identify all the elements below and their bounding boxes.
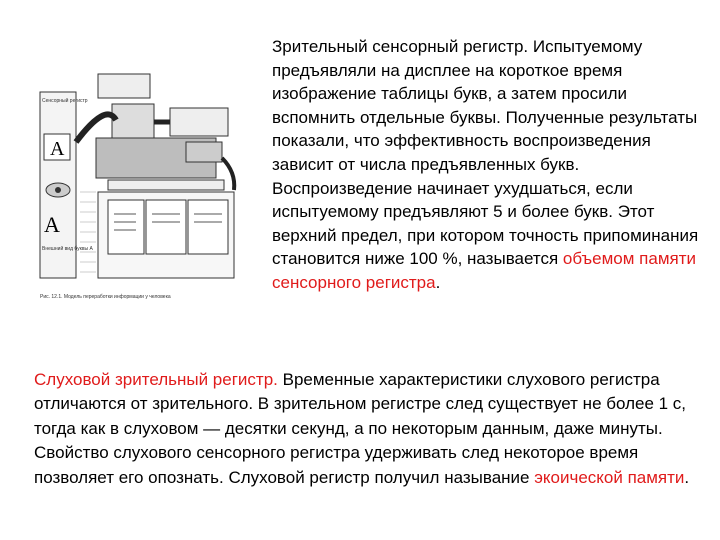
word-box	[146, 200, 186, 254]
external-signal-label: Внешний вид буквы A	[42, 246, 93, 252]
sensory-register-label: Сенсорный регистр	[42, 98, 88, 104]
alphabet-box	[108, 200, 144, 254]
memory-model-figure	[36, 72, 244, 304]
visual-register-paragraph	[272, 35, 712, 295]
visual-register-title: Зрительный сенсорный регистр.	[272, 37, 529, 56]
forgetting-box	[186, 142, 222, 162]
rehearsal-box	[170, 108, 228, 136]
figure-diagram	[36, 72, 244, 304]
long-term-label-box	[108, 180, 224, 190]
letter-top: A	[50, 138, 65, 160]
letter-bottom: A	[44, 212, 60, 237]
auditory-register-end: .	[684, 467, 690, 487]
figure-caption: Рис. 12.1. Модель переработки информации у человека	[40, 294, 171, 300]
auditory-register-highlight: экоической памяти	[534, 467, 685, 487]
input-box	[112, 104, 154, 138]
visual-register-highlight: объемом памяти сенсорного регистра	[272, 249, 697, 292]
sound-box	[188, 200, 228, 254]
auditory-register-title: Слуховой зрительный регистр.	[34, 370, 278, 389]
visual-register-body: Испытуемому предъявляли на дисплее на короткое время изображение таблицы букв, а затем просили вспомнить отдельные буквы. Полученные результаты показали, что эффективность воспроизведения зависит от числа предъявленных букв. Воспроизведение начинает ухудшаться, если испытуемому предъявляют 5 и более букв. Этот верхний предел, при котором точность припоминания становится ниже 100 %, называется	[272, 37, 699, 269]
auditory-register-body: Временные характеристики слухового регистра отличаются от зрительного. В зрительном регистре след существует не более 1 с, тогда как в слуховом — десятки секунд, а по некоторым данным, даже минуты. Свойство слухового сенсорного регистра удерживать след некоторое время позволяет его опознать. Слуховой регистр получил называние	[34, 370, 687, 487]
visual-register-end: .	[435, 272, 441, 292]
recognition-box	[98, 74, 150, 98]
auditory-register-paragraph	[34, 368, 714, 490]
